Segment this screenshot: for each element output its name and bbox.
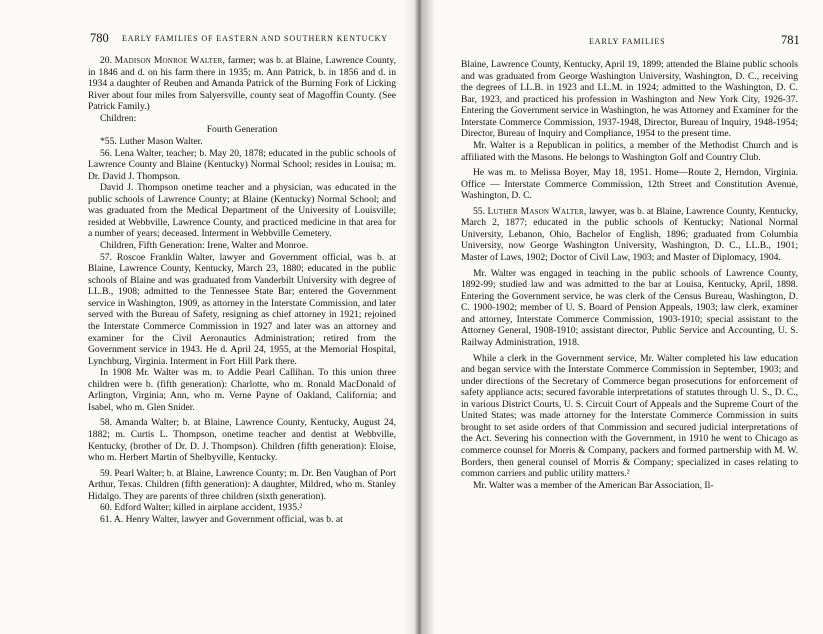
paragraph: 58. Amanda Walter; b. at Blaine, Lawrence County, Kentucky, August 24, 1882; m. Curtis L. Thompson, onetime teacher and dentist at Webbville, Kentucky, (brother of Dr. D. J. Thompson). Children (fifth generation): Eloise, who m. Herbert Martin of Shelbyville, Kentucky. (88, 417, 396, 464)
paragraph: 56. Lena Walter, teacher; b. May 20, 1878; educated in the public schools of Lawrence County and Blaine (Kentucky) Normal School; resides in Louisa; m. Dr. David J. Thompson. (88, 147, 396, 182)
running-head: EARLY FAMILIES (589, 37, 666, 46)
paragraph: 61. A. Henry Walter, lawyer and Government official, was b. at (100, 513, 343, 525)
paragraph-text: lawyer, was b. at Blaine, Lawrence County, Kentucky, March 2, 1877; educated in the public schools of Kentucky; National Normal University, Lebanon, Ohio, Bachelor of English, 1896; graduated from Columbia University, now George Washington University, Washington, D. C., LL.B., 1901; Master of Laws, 1902; Doctor of Civil Law, 1903; and Master of Diplomacy, 1904. (461, 205, 798, 263)
page-body (461, 59, 798, 491)
paragraph: Children: (100, 112, 137, 124)
paragraph: Blaine, Lawrence County, Kentucky, April 19, 1899; attended the Blaine public schools and was graduated from George Washington University, Washington, D. C., receiving the degrees of LL.B. in 1923 and LL.M. in 1924; admitted to the Washington, D. C. Bar, 1923, and practiced his profession in Washington and New York City, 1926-37. Entering the Government service in Washington, he was Attorney and Examiner for the Interstate Commerce Commission, 1937-1948, Director, Bureau of Inquiry, 1948-1954; Director, Bureau of Inquiry and Compliance, 1954 to the present time. (461, 59, 798, 140)
paragraph: David J. Thompson onetime teacher and a physician, was educated in the public schools of Lawrence County; at Blaine (Kentucky) Normal School; and was graduated from the Medical Department of the University of Louisville; resided at Webbville, Lawrence County, and practiced medicine in that area for a number of years; deceased. Interment in Webbville Cemetery. (88, 182, 396, 240)
paragraph: In 1908 Mr. Walter was m. to Addie Pearl Callihan. To this union three children were b. (fifth generation): Charlotte, who m. Ronald MacDonald of Arlington, Virginia; Ann, who m. Verne Payne of Oakland, California; and Isabel, who m. Glen Snider. (88, 367, 396, 413)
paragraph: Mr. Walter was a member of the American Bar Association, Il- (473, 479, 714, 491)
entry-name: Madison Monroe Walter, (114, 55, 226, 66)
paragraph-text: farmer; was b. at Blaine, Lawrence County, in 1846 and d. on his farm there in 1935; m. Ann Patrick, b. in 1856 and d. in 1934 a daughter of Reuben and Amanda Patrick of the Burning Fork of Licking River about four miles from Salyersville, county seat of Magoffin County. (See Patrick Family.) (88, 55, 396, 113)
paragraph: 57. Roscoe Franklin Walter, lawyer and Government official, was b. at Blaine, Lawrence County, Kentucky, March 23, 1880; educated in the public schools of Blaine and was graduated from Vanderbilt University with degree of LL.B., 1908; admitted to the Tennessee State Bar; entered the Government service in Washington, 1909, as attorney in the Interstate Commission, and later served with the Bureau of Safety, resigning as chief attorney in 1921; rejoined the Interstate Commerce Commission in 1927 and later was an attorney and examiner for the Civil Aeronautics Administration; retired from the Government service in 1943. He d. April 24, 1955, at the Memorial Hospital, Lynchburg, Virginia. Interment in Fort Hill Park there. (88, 251, 396, 367)
paragraph (461, 206, 798, 264)
page-number: 781 (781, 33, 800, 47)
paragraph (88, 55, 396, 113)
entry-name: Luther Mason Walter, (487, 205, 587, 217)
paragraph: Children, Fifth Generation: Irene, Walter and Monroe. (100, 240, 309, 251)
entry-number: 55. (473, 205, 488, 217)
paragraph: *55. Luther Mason Walter. (100, 135, 203, 147)
right-page (416, 0, 823, 634)
paragraph: He was m. to Melissa Boyer, May 18, 1951. Home—Route 2, Herndon, Virginia. Office — Interstate Commerce Commission, 12th Street and Constitution Avenue, Washington, D. C. (461, 167, 798, 202)
running-head: EARLY FAMILIES OF EASTERN AND SOUTHERN KENTUCKY (122, 34, 388, 43)
paragraph: While a clerk in the Government service, Mr. Walter completed his law education and began service with the Interstate Commerce Commission in September, 1903; and under directions of the Secretary of Commerce began prosecutions for enforcement of safety appliance acts; secured favorable interpretations of statutes through U. S., D. C., in various District Courts, U. S. Circuit Court of Appeals and the Supreme Court of the United States; was made attorney for the Interstate Commerce Commission in suits brought to set aside orders of that Commission and secured judicial interpretations of the Act. Severing his connection with the Government, in 1910 he went to Chicago as commerce counsel for Morris & Company, packers and formed partnership with M. W. Borders, then general counsel of Morris & Company; specialized in cases relating to common carriers and public utility matters.² (461, 352, 798, 480)
page-number: 780 (90, 31, 109, 45)
entry-number: 20. (100, 55, 115, 66)
paragraph: Mr. Walter is a Republican in politics, a member of the Methodist Church and is affiliated with the Masons. He belongs to Washington Golf and Country Club. (461, 139, 798, 163)
paragraph: 60. Edford Walter; killed in airplane accident, 1935.² (100, 502, 303, 514)
generation-heading: Fourth Generation (206, 124, 278, 136)
paragraph: Mr. Walter was engaged in teaching in the public schools of Lawrence County, 1892-99; studied law and was admitted to the bar at Louisa, Kentucky, April, 1898. Entering the Government service, he was clerk of the Census Bureau, Washington, D. C. 1900-1902; member of U. S. Board of Pension Appeals, 1903; law clerk, examiner and attorney, Interstate Commerce Commission, 1903-1910; special assistant to the Attorney General, 1908-1910; assistant director, Public Service and Accounting, U. S. Railway Administration, 1918. (461, 267, 798, 348)
paragraph: 59. Pearl Walter; b. at Blaine, Lawrence County; m. Dr. Ben Vaughan of Port Arthur, Texas. Children (fifth generation): A daughter, Mildred, who m. Stanley Hidalgo. They are parents of three children (sixth generation). (88, 467, 396, 502)
page-body (88, 55, 396, 526)
